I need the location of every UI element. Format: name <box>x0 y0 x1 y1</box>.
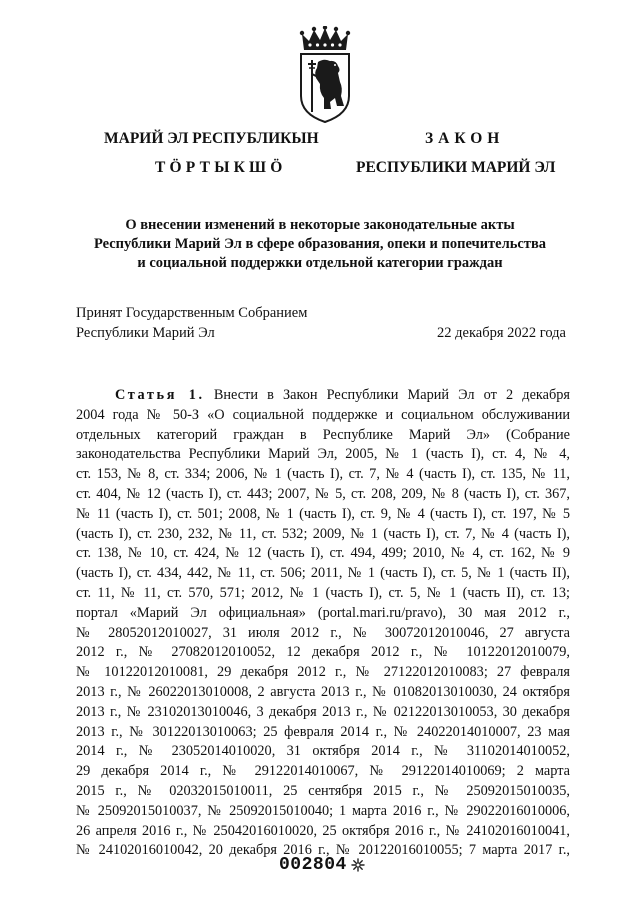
article-line: (часть I), ст. 434, 442, № 11, ст. 506; 2011, № 1 (часть I), ст. 5, № 1 (часть II), <box>76 565 570 582</box>
header-left-line2: ТӦРТЫКШӦ <box>155 159 287 176</box>
header-left-line1: МАРИЙ ЭЛ РЕСПУБЛИКЫН <box>104 130 319 147</box>
article-line: отдельных категорий граждан в Республике Марий Эл» (Собрание <box>76 426 570 443</box>
article-line: ст. 404, № 12 (часть I), ст. 443; 2007, № 5, ст. 208, 209, № 8 (часть I), ст. 367, <box>76 485 570 502</box>
header-right-line1: ЗАКОН <box>425 130 505 147</box>
law-title-line: О внесении изменений в некоторые законодательные акты <box>125 217 515 233</box>
article-line: 2013 г., № 23102013010046, 3 декабря 2013 г., № 02122013010053, 30 декабря <box>76 703 570 720</box>
article-line: № 28052012010027, 31 июля 2012 г., № 30072012010046, 27 августа <box>76 624 570 641</box>
article-line: ст. 153, № 8, ст. 334; 2006, № 1 (часть I), ст. 7, № 4 (часть I), ст. 135, № 11, <box>76 466 570 483</box>
adopted-by-line2: Республики Марий Эл <box>76 325 215 341</box>
document-serial-number: 002804 <box>279 855 347 875</box>
article-line: 2012 г., № 27082012010052, 12 декабря 2012 г., № 10122012010079, <box>76 644 570 661</box>
article-line: № 10122012010081, 29 декабря 2012 г., № 27122012010083; 27 февраля <box>76 664 570 681</box>
header-right-line2: РЕСПУБЛИКИ МАРИЙ ЭЛ <box>356 159 556 176</box>
article-line: № 24102016010042, 20 декабря 2016 г., № 20122016010055; 7 марта 2017 г., <box>76 842 570 859</box>
adoption-date: 22 декабря 2022 года <box>437 325 566 341</box>
article-line: 2013 г., № 26022013010008, 2 августа 2013 г., № 01082013010030, 24 октября <box>76 683 570 700</box>
article-line: 2013 г., № 30122013010063; 25 февраля 2014 г., № 24022014010007, 23 мая <box>76 723 570 740</box>
article-line: ст. 138, № 10, ст. 424, № 12 (часть I), ст. 494, 499; 2010, № 4, ст. 162, № 9 <box>76 545 570 562</box>
article-line: № 11 (часть I), ст. 501; 2008, № 1 (часть I), ст. 9, № 4 (часть I), ст. 197, № 5 <box>76 505 570 522</box>
article-line: (часть I), ст. 230, 232, № 11, ст. 532; 2009, № 1 (часть I), ст. 7, № 4 (часть I), <box>76 525 570 542</box>
asterisk-icon <box>351 858 365 872</box>
article-line: 29 декабря 2014 г., № 29122014010067, № 29122014010069; 2 марта <box>76 763 570 780</box>
article-line <box>76 386 570 406</box>
article-line: № 25092015010037, № 25092015010040; 1 марта 2016 г., № 29022016010006, <box>76 802 570 819</box>
article-line: 2015 г., № 02032015010011, 25 сентября 2015 г., № 25092015010035, <box>76 782 570 799</box>
article-label: Статья 1. <box>115 387 205 403</box>
law-title <box>60 216 580 273</box>
article-line: 2014 г., № 23052014010020, 31 октября 2014 г., № 31102014010052, <box>76 743 570 760</box>
article-line: 26 апреля 2016 г., № 25042016010020, 25 октября 2016 г., № 24102016010041, <box>76 822 570 839</box>
article-body <box>76 386 570 861</box>
adopted-by-line1: Принят Государственным Собранием <box>76 305 308 321</box>
article-line: ст. 11, № 11, ст. 570, 571; 2012, № 1 (часть I), ст. 5, № 1 (часть II), ст. 13; <box>76 584 570 601</box>
article-line: 2004 года № 50-З «О социальной поддержке и социальном обслуживании <box>76 406 570 423</box>
law-title-line: и социальной поддержки отдельной категории граждан <box>137 255 503 271</box>
article-line: портал «Марий Эл официальная» (portal.mari.ru/pravo), 30 мая 2012 г., <box>76 604 570 621</box>
article-line-text: Внести в Закон Республики Марий Эл от 2 декабря <box>213 387 570 403</box>
law-title-line: Республики Марий Эл в сфере образования, опеки и попечительства <box>93 236 547 252</box>
article-line: законодательства Республики Марий Эл, 2005, № 1 (часть I), ст. 4, № 4, <box>76 446 570 463</box>
adopted-by <box>76 303 307 343</box>
coat-of-arms-emblem <box>294 26 356 124</box>
